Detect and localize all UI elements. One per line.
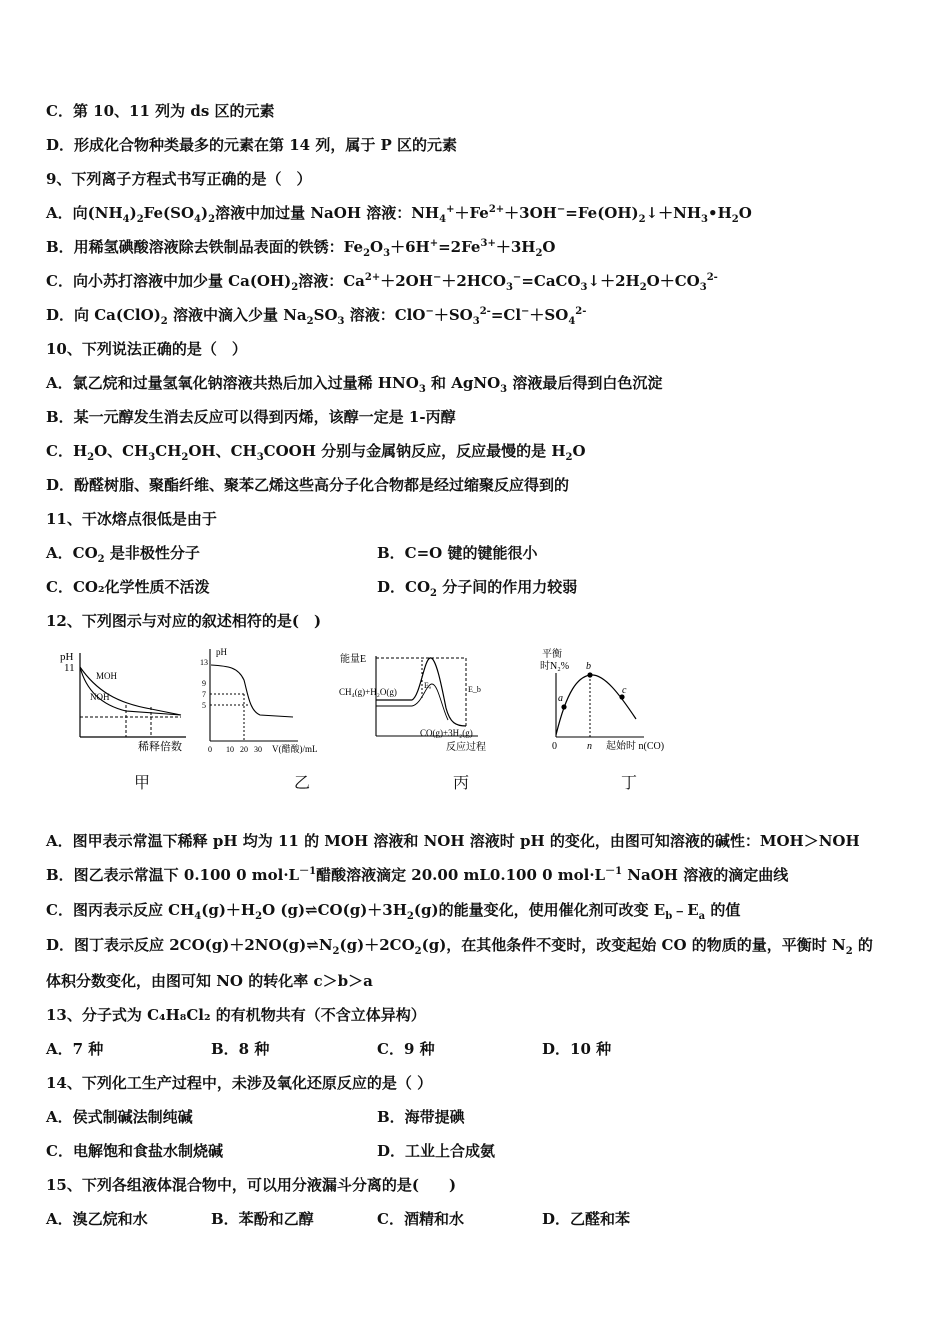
bing-product: CO(g)+3H₂(g) [420, 728, 473, 738]
q13-stem: 13、分子式为 C₄H₈Cl₂ 的有机物共有（不含立体异构） [46, 1006, 426, 1024]
q15-option-c: C．酒精和水 [377, 1210, 464, 1228]
ding-c: c [622, 685, 627, 696]
q14-stem: 14、下列化工生产过程中，未涉及氧化还原反应的是（ ） [46, 1074, 433, 1092]
yi-x20: 20 [240, 745, 248, 754]
figure-ding [512, 645, 682, 760]
q13-option-c: C．9 种 [377, 1040, 435, 1058]
q15-option-a: A．溴乙烷和水 [46, 1210, 148, 1228]
bing-ea-label: Eₐ [424, 681, 432, 690]
q12-option-c: C．图丙表示反应 $CH_4(g)+H_2O$ $(g)\rightleftharpoons CO(g)+3H_2(g)$的能量变化，使用催化剂可改变 $E_b﹣E_a$ 的值 [46, 901, 741, 922]
ding-ylabel-2: 时N₂% [540, 661, 570, 672]
jia-noh-label: NOH [90, 692, 110, 702]
caption-ding: 丁 [621, 773, 638, 792]
q10-option-c: C．$H_2O$、$CH_3CH_2OH$、$CH_3COOH$ 分别与金属钠反应，反应最慢的是 $H_2O$ [46, 442, 586, 463]
q9-stem: 9、下列离子方程式书写正确的是（ ） [46, 170, 312, 188]
ding-n: n [587, 741, 592, 752]
figure-yi [198, 645, 338, 760]
q11-option-d: D．$CO_2$ 分子间的作用力较弱 [377, 578, 578, 599]
bing-xlabel: 反应过程 [446, 742, 486, 753]
q14-option-b: B．海带提碘 [377, 1108, 465, 1126]
yi-x30: 30 [254, 745, 262, 754]
ding-b: b [586, 661, 591, 672]
bing-eb-label: E_b [468, 685, 481, 694]
ding-origin: 0 [552, 741, 557, 752]
q8-option-c: C．第 10、11 列为 ds 区的元素 [46, 102, 275, 120]
q9-option-a: A．向$(NH_4)_2Fe(SO_4)_2$溶液中加过量 NaOH 溶液：$NH_4^++Fe^{2+}+3OH^-=Fe(OH)_2↓+NH_3•H_2O$ [46, 204, 752, 225]
q13-option-b: B．8 种 [211, 1040, 270, 1058]
q12-option-d-cont: 体积分数变化，由图可知 NO 的转化率 c＞b＞a [46, 972, 373, 990]
yi-t9: 9 [202, 679, 206, 688]
jia-xlabel: 稀释倍数 [138, 741, 182, 753]
jia-moh-label: MOH [96, 671, 118, 681]
q15-stem: 15、下列各组液体混合物中，可以用分液漏斗分离的是( ) [46, 1176, 457, 1194]
q13-option-d: D．10 种 [542, 1040, 612, 1058]
yi-t13: 13 [200, 658, 208, 667]
q9-option-d: D．向 $Ca(ClO)_2$ 溶液中滴入少量 $Na_2SO_3$ 溶液：$ClO^-+SO_3^{2-}=Cl^-+SO_4^{2-}$ [46, 306, 587, 327]
q15-option-d: D．乙醛和苯 [542, 1210, 631, 1228]
q11-option-b: B．C=O 键的键能很小 [377, 544, 538, 562]
q10-option-a: A．氯乙烷和过量氢氧化钠溶液共热后加入过量稀 $HNO_3$ 和 AgNO$_3$ 溶液最后得到白色沉淀 [46, 374, 663, 395]
caption-yi: 乙 [294, 773, 311, 792]
ding-a: a [558, 693, 563, 704]
jia-y11: 11 [64, 662, 75, 674]
q10-stem: 10、下列说法正确的是（ ） [46, 340, 247, 358]
q15-option-b: B．苯酚和乙醇 [211, 1210, 314, 1228]
yi-xlabel: V(醋酸)/mL [272, 744, 318, 754]
figure-jia [56, 645, 196, 760]
q12-option-b: B．图乙表示常温下 0.100 0 $mol\cdot L^{-1}$醋酸溶液滴定 20.00 mL0.100 0 $mol\cdot L^{-1}$ NaOH 溶液的滴定曲线 [46, 866, 789, 884]
ding-xlabel: 起始时 n(CO) [606, 741, 665, 752]
figure-bing [338, 648, 508, 760]
q11-stem: 11、干冰熔点很低是由于 [46, 510, 217, 528]
q12-stem: 12、下列图示与对应的叙述相符的是( ) [46, 612, 322, 630]
ding-point-b [587, 672, 592, 677]
yi-t7: 7 [202, 690, 206, 699]
q14-option-c: C．电解饱和食盐水制烧碱 [46, 1142, 223, 1160]
yi-x0: 0 [208, 745, 212, 754]
bing-reactant: CH₄(g)+H₂O(g) [339, 687, 397, 697]
q12-option-a: A．图甲表示常温下稀释 pH 均为 11 的 MOH 溶液和 NOH 溶液时 pH 的变化，由图可知溶液的碱性：MOH＞NOH [46, 832, 860, 850]
q8-option-d: D．形成化合物种类最多的元素在第 14 列，属于 P 区的元素 [46, 136, 458, 154]
q14-option-d: D．工业上合成氨 [377, 1142, 496, 1160]
yi-ylabel: pH [216, 647, 227, 657]
jia-ylabel: pH [60, 651, 74, 663]
q9-option-c: C．向小苏打溶液中加少量 $Ca(OH)_2$溶液：$Ca^{2+}+2OH^-+2HCO_3^-=CaCO_3↓+2H_2O+CO_3^{2-}$ [46, 272, 718, 293]
ding-point-a [561, 704, 566, 709]
bing-ylabel: 能量E [340, 654, 367, 665]
q9-option-b: B．用稀氢碘酸溶液除去铁制品表面的铁锈：$Fe_2O_3+6H^+=2Fe^{3+}+3H_2O$ [46, 238, 556, 259]
q13-option-a: A．7 种 [46, 1040, 104, 1058]
caption-bing: 丙 [453, 773, 470, 792]
q11-option-a: A．$CO_2$ 是非极性分子 [46, 544, 200, 565]
caption-jia: 甲 [134, 773, 151, 792]
q12-option-d: D．图丁表示反应 $2CO(g)+2NO(g)\rightleftharpoons N_2(g)+2CO_2(g)$，在其他条件不变时，改变起始 CO 的物质的量，平衡时 $N_2$ 的 [46, 936, 873, 957]
yi-t5: 5 [202, 701, 206, 710]
q14-option-a: A．侯式制碱法制纯碱 [46, 1108, 193, 1126]
q11-option-c: C．CO₂化学性质不活泼 [46, 578, 210, 596]
yi-x10: 10 [226, 745, 234, 754]
q10-option-d: D．酚醛树脂、聚酯纤维、聚苯乙烯这些高分子化合物都是经过缩聚反应得到的 [46, 476, 570, 494]
ding-ylabel-1: 平衡 [542, 649, 562, 660]
q10-option-b: B．某一元醇发生消去反应可以得到丙烯，该醇一定是 1-丙醇 [46, 408, 456, 426]
